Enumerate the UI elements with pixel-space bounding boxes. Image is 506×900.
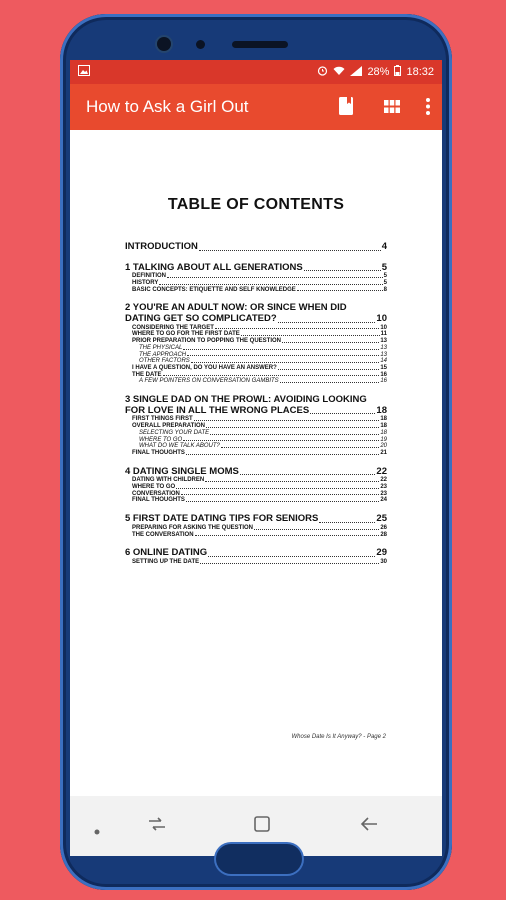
toc-entry[interactable] xyxy=(125,365,387,372)
toc-dot-leader xyxy=(278,322,376,323)
signal-icon xyxy=(350,66,362,79)
toc-entry-page: 5 xyxy=(381,261,387,273)
toc-entry xyxy=(125,406,387,417)
toc-entry xyxy=(125,314,387,325)
toc-entry[interactable] xyxy=(125,378,387,385)
toc-entry-title: THE CONVERSATION xyxy=(132,531,194,538)
toc-entry[interactable] xyxy=(125,450,387,457)
toc-entry-title: THE DATE xyxy=(132,371,162,378)
toc-entry[interactable] xyxy=(125,273,387,280)
more-options-icon[interactable] xyxy=(426,98,430,120)
toc-entry-page: 10 xyxy=(376,313,387,325)
toc-dot-leader xyxy=(241,335,380,336)
toc-dot-leader xyxy=(176,488,379,489)
toc-entry-title: DEFINITION xyxy=(132,273,166,280)
toc-dot-leader xyxy=(282,342,379,343)
toc-dot-leader xyxy=(167,277,383,278)
toc-entry[interactable] xyxy=(125,532,387,539)
recent-apps-icon[interactable] xyxy=(148,816,166,837)
toc-entry[interactable] xyxy=(125,325,387,332)
toc-entry[interactable] xyxy=(125,280,387,287)
toc-entry[interactable] xyxy=(125,443,387,450)
toc-entry[interactable] xyxy=(125,423,387,430)
toc-dot-leader xyxy=(187,355,379,356)
toc-entry[interactable] xyxy=(125,430,387,437)
phone-frame xyxy=(60,14,452,890)
toc-entry-page: 23 xyxy=(380,484,387,491)
home-icon[interactable] xyxy=(254,816,270,837)
toc-entry-page: 24 xyxy=(380,497,387,504)
toc-entry[interactable] xyxy=(125,514,387,525)
toc-dot-leader xyxy=(215,328,379,329)
toc-dot-leader xyxy=(310,413,375,414)
toc-entry-title: THE PHYSICAL xyxy=(139,344,183,351)
toc-entry-page: 30 xyxy=(380,558,387,565)
toc-entry-title: DATING GET SO COMPLICATED? xyxy=(125,313,277,325)
toc-dot-leader xyxy=(254,529,379,530)
toc-entry[interactable] xyxy=(125,477,387,484)
toc-chapter-heading[interactable] xyxy=(125,303,387,324)
toc-dot-leader xyxy=(280,382,380,383)
phone-top-bezel xyxy=(60,14,452,62)
toc-dot-leader xyxy=(191,362,380,363)
toc-entry[interactable] xyxy=(125,263,387,274)
toc-entry-page: 15 xyxy=(380,364,387,371)
toc-entry-page: 18 xyxy=(380,423,387,430)
toc-entry-title: INTRODUCTION xyxy=(125,241,198,252)
toc-dot-leader xyxy=(206,427,379,428)
toc-entry-page: 11 xyxy=(380,331,387,338)
toc-dot-leader xyxy=(186,454,379,455)
toc-entry-title: FOR LOVE IN ALL THE WRONG PLACES xyxy=(125,404,310,416)
toc-entry-page: 5 xyxy=(383,279,387,286)
toc-entry-page: 10 xyxy=(380,324,387,331)
toc-dot-leader xyxy=(194,420,380,421)
earpiece-speaker xyxy=(232,41,288,48)
toc-dot-leader xyxy=(278,369,380,370)
toc-entry[interactable] xyxy=(125,242,387,253)
toc-entry-page: 13 xyxy=(380,338,387,345)
toc-entry-title: I HAVE A QUESTION, DO YOU HAVE AN ANSWER? xyxy=(132,364,277,371)
toc-entry-title: OVERALL PREPARATION xyxy=(132,423,206,430)
toc-entry-page: 5 xyxy=(383,273,387,280)
toc-dot-leader xyxy=(210,434,379,435)
toc-entry[interactable] xyxy=(125,358,387,365)
toc-entry-title: WHERE TO GO xyxy=(132,484,176,491)
toc-entry[interactable] xyxy=(125,416,387,423)
toc-dot-leader xyxy=(240,474,376,475)
toc-entry-title: DATING WITH CHILDREN xyxy=(132,477,205,484)
toc-entry-title: SELECTING YOUR DATE xyxy=(139,429,210,436)
toc-entry[interactable] xyxy=(125,437,387,444)
toc-dot-leader xyxy=(195,535,380,536)
toc-entry-title: CONSIDERING THE TARGET xyxy=(132,324,214,331)
toc-entry-page: 18 xyxy=(380,429,387,436)
toc-entry-title: WHERE TO GO FOR THE FIRST DATE xyxy=(132,331,240,338)
toc-entry-title: 4 DATING SINGLE MOMS xyxy=(125,465,239,477)
toc-chapter-line: 3 SINGLE DAD ON THE PROWL: AVOIDING LOOKING xyxy=(125,394,367,406)
toc-entry-page: 13 xyxy=(380,351,387,358)
table-of-contents xyxy=(125,242,387,566)
toc-entry-page: 29 xyxy=(376,547,387,559)
battery-percent: 28% xyxy=(367,66,390,78)
toc-dot-leader xyxy=(159,284,382,285)
toc-dot-leader xyxy=(304,270,381,271)
toc-dot-leader xyxy=(183,349,379,350)
hardware-home-button[interactable] xyxy=(216,844,302,874)
toc-entry-title: HISTORY xyxy=(132,279,159,286)
toc-entry-page: 8 xyxy=(383,286,387,293)
toc-entry-page: 20 xyxy=(380,443,387,450)
toc-chapter-heading[interactable] xyxy=(125,395,387,416)
toc-entry-title: THE APPROACH xyxy=(139,351,187,358)
toc-dot-leader xyxy=(199,250,381,251)
toc-entry[interactable] xyxy=(125,338,387,345)
grid-view-icon[interactable] xyxy=(384,100,400,118)
toc-entry-page: 14 xyxy=(380,358,387,365)
toc-entry-page: 18 xyxy=(380,416,387,423)
pdf-page[interactable] xyxy=(70,130,442,796)
toc-entry-title: FINAL THOUGHTS xyxy=(132,449,185,456)
toc-entry-page: 16 xyxy=(380,378,387,385)
toc-entry-page: 16 xyxy=(380,371,387,378)
toc-entry-page: 26 xyxy=(380,524,387,531)
toc-entry-page: 18 xyxy=(376,404,387,416)
toc-entry-title: PREPARING FOR ASKING THE QUESTION xyxy=(132,524,254,531)
toc-entry-page: 4 xyxy=(381,241,387,252)
toc-entry-page: 19 xyxy=(380,436,387,443)
toc-entry-page: 13 xyxy=(380,344,387,351)
toc-chapter-line: 2 YOU'RE AN ADULT NOW: OR SINCE WHEN DID xyxy=(125,302,347,314)
toc-dot-leader xyxy=(221,447,379,448)
wifi-icon xyxy=(333,66,345,79)
page-title: TABLE OF CONTENTS xyxy=(167,196,345,213)
screen xyxy=(70,60,442,856)
toc-entry[interactable] xyxy=(125,467,387,478)
toc-entry-title: WHERE TO GO xyxy=(139,436,183,443)
app-bar xyxy=(70,84,442,130)
toc-entry-title: WHAT DO WE TALK ABOUT? xyxy=(139,443,220,450)
toc-entry-page: 22 xyxy=(376,465,387,477)
toc-entry-title: FIRST THINGS FIRST xyxy=(132,416,193,423)
back-icon[interactable] xyxy=(360,816,378,837)
nav-dot-icon[interactable] xyxy=(94,822,100,840)
toc-dot-leader xyxy=(163,375,380,376)
toc-entry[interactable] xyxy=(125,491,387,498)
toc-dot-leader xyxy=(297,290,383,291)
toc-entry-title: FINAL THOUGHTS xyxy=(132,497,185,504)
app-title: How to Ask a Girl Out xyxy=(86,97,249,116)
proximity-sensor xyxy=(196,40,205,49)
toc-entry-title: 5 FIRST DATE DATING TIPS FOR SENIORS xyxy=(125,513,319,525)
toc-dot-leader xyxy=(200,563,379,564)
alarm-icon xyxy=(317,65,328,79)
front-camera xyxy=(157,37,171,51)
toc-entry-title: A FEW POINTERS ON CONVERSATION GAMBITS xyxy=(139,378,279,385)
toc-entry-title: 6 ONLINE DATING xyxy=(125,547,208,559)
bookmark-icon[interactable] xyxy=(338,96,354,121)
toc-entry-title: SETTING UP THE DATE xyxy=(132,558,200,565)
toc-entry-page: 21 xyxy=(380,449,387,456)
page-footer: Whose Date Is It Anyway? - Page 2 xyxy=(291,734,386,740)
toc-dot-leader xyxy=(205,481,379,482)
toc-entry-page: 23 xyxy=(380,490,387,497)
toc-dot-leader xyxy=(181,494,379,495)
image-notification-icon xyxy=(78,65,90,79)
toc-entry-title: CONVERSATION xyxy=(132,490,180,497)
toc-dot-leader xyxy=(183,440,379,441)
toc-dot-leader xyxy=(208,556,375,557)
toc-dot-leader xyxy=(186,501,379,502)
toc-entry-title: BASIC CONCEPTS: ETIQUETTE AND SELF KNOWLEDGE xyxy=(132,286,296,293)
toc-entry-title: OTHER FACTORS xyxy=(139,358,190,365)
toc-entry-page: 25 xyxy=(376,513,387,525)
toc-entry-title: PRIOR PREPARATION TO POPPING THE QUESTION xyxy=(132,338,282,345)
toc-entry-page: 28 xyxy=(380,531,387,538)
status-bar xyxy=(70,60,442,84)
toc-entry[interactable] xyxy=(125,331,387,338)
toc-entry[interactable] xyxy=(125,548,387,559)
toc-entry[interactable] xyxy=(125,372,387,379)
toc-entry[interactable] xyxy=(125,352,387,359)
toc-entry[interactable] xyxy=(125,287,387,294)
toc-entry-page: 22 xyxy=(380,477,387,484)
battery-icon xyxy=(394,65,401,79)
toc-entry[interactable] xyxy=(125,345,387,352)
toc-entry-title: 1 TALKING ABOUT ALL GENERATIONS xyxy=(125,261,303,273)
toc-entry[interactable] xyxy=(125,497,387,504)
status-time: 18:32 xyxy=(406,66,434,78)
toc-entry[interactable] xyxy=(125,525,387,532)
toc-dot-leader xyxy=(319,522,375,523)
toc-entry[interactable] xyxy=(125,484,387,491)
toc-entry[interactable] xyxy=(125,559,387,566)
